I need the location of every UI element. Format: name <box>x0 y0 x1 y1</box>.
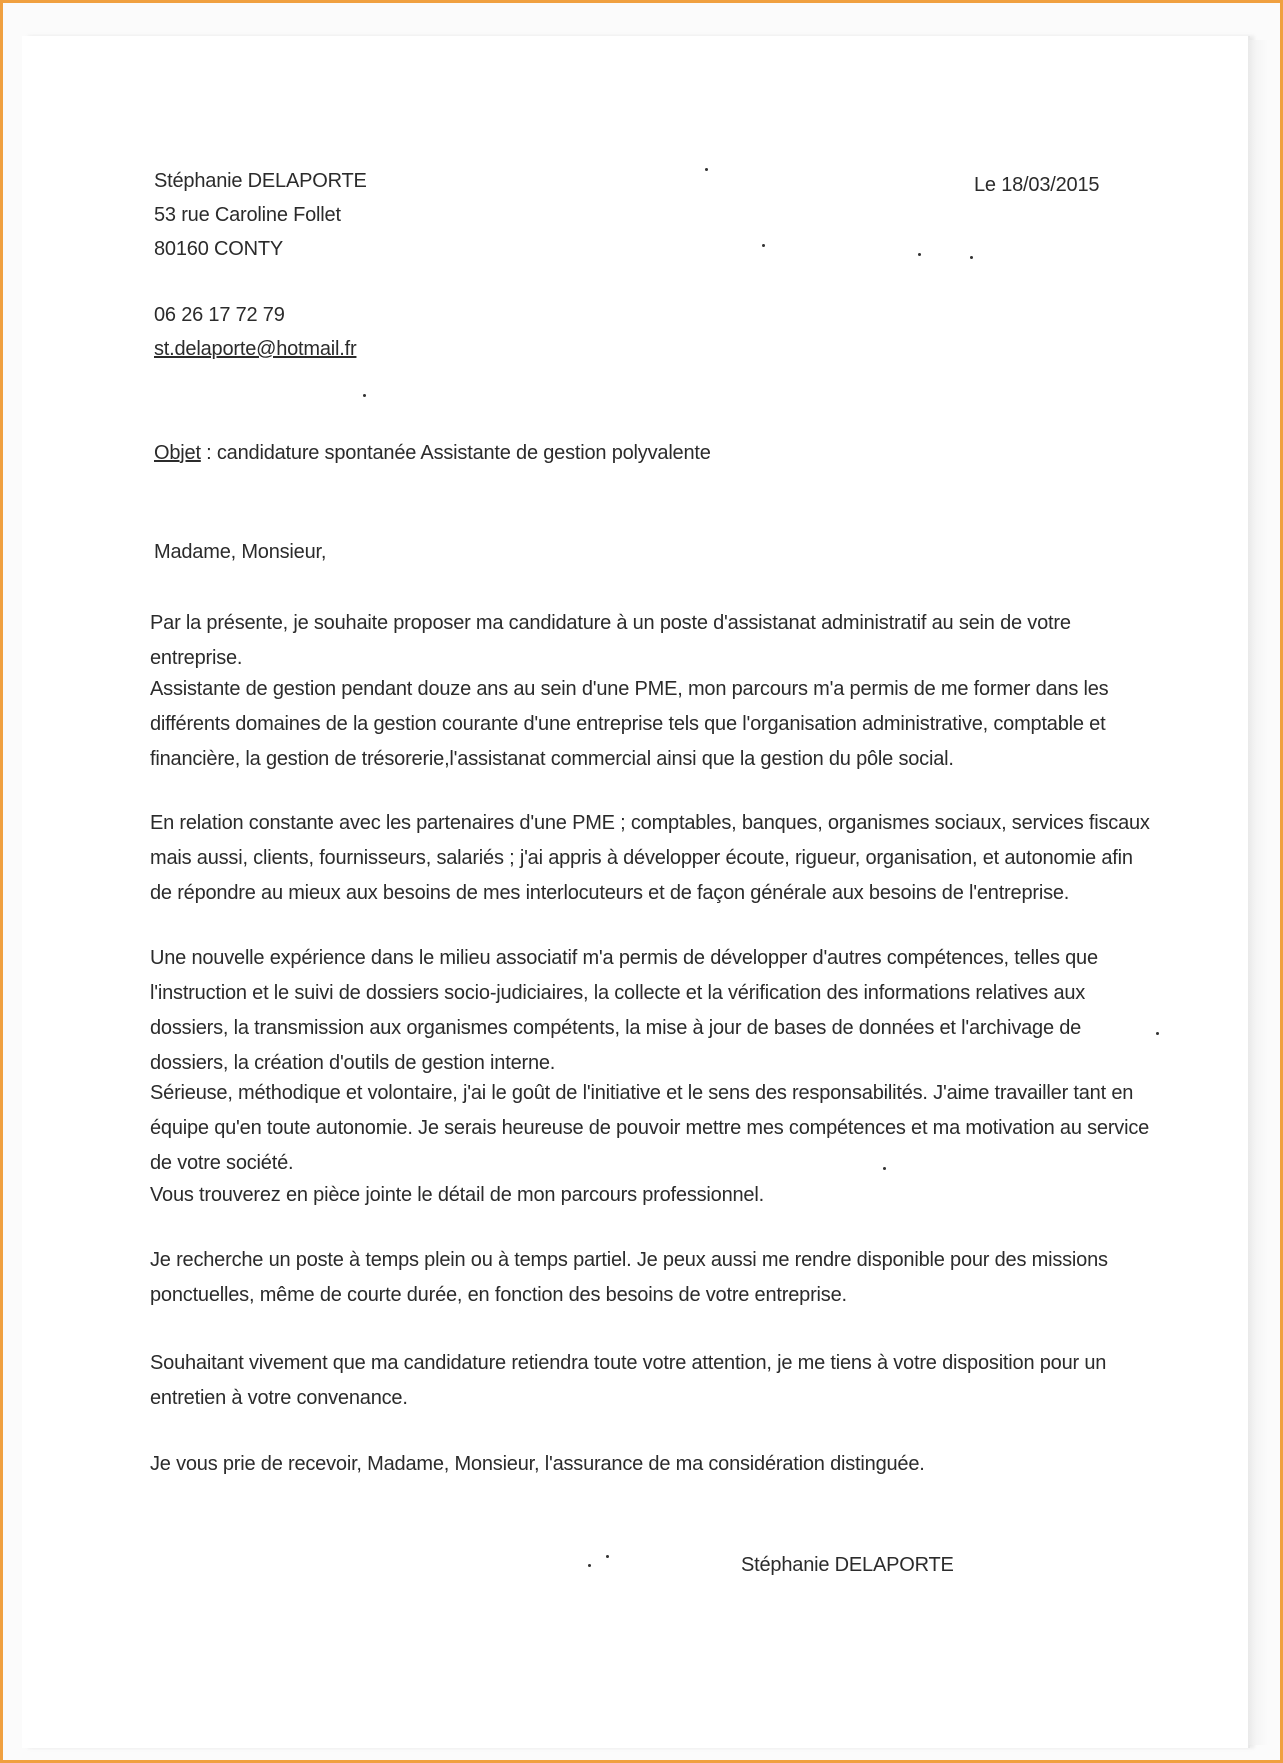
sender-street: 53 rue Caroline Follet <box>154 204 341 226</box>
paragraph <box>150 1076 1155 1181</box>
letter-date: Le 18/03/2015 <box>974 174 1100 196</box>
paragraph <box>150 672 1155 777</box>
sender-email: st.delaporte@hotmail.fr <box>154 338 357 360</box>
paragraph <box>150 1346 1155 1416</box>
sender-contact <box>154 298 356 366</box>
sender-name: Stéphanie DELAPORTE <box>154 170 367 192</box>
subject-label: Objet <box>154 442 201 464</box>
sender-address <box>154 164 367 266</box>
scan-speck <box>1156 1032 1159 1035</box>
signature: Stéphanie DELAPORTE <box>741 1554 954 1576</box>
subject-text: : candidature spontanée Assistante de gestion polyvalente <box>200 442 711 464</box>
scan-speck <box>588 1564 591 1567</box>
paragraph-text: Vous trouverez en pièce jointe le détail de mon parcours professionnel. <box>150 1184 764 1206</box>
paragraph-text: Sérieuse, méthodique et volontaire, j'ai le goût de l'initiative et le sens des responsabilités. J'aime travailler tant en équipe qu'en toute autonomie. Je serais heureuse de pouvoir mettre mes compétences et ma motivation au service de votre société. <box>150 1082 1150 1174</box>
paragraph-text: Je vous prie de recevoir, Madame, Monsieur, l'assurance de ma considération distinguée. <box>150 1453 925 1475</box>
paragraph <box>150 1178 1155 1213</box>
letter-subject <box>154 436 711 471</box>
paragraph <box>150 806 1155 911</box>
sender-city: 80160 CONTY <box>154 238 283 260</box>
paragraph <box>150 941 1155 1081</box>
paragraph-text: En relation constante avec les partenaires d'une PME ; comptables, banques, organismes sociaux, services fiscaux mais aussi, clients, fournisseurs, salariés ; j'ai appris à développer écoute, rigueur, organisation, et autonomie afin de répondre au mieux aux besoins de mes interlocuteurs et de façon générale aux besoins de l'entreprise. <box>150 812 1150 904</box>
paragraph <box>150 1243 1155 1313</box>
paragraph-text: Par la présente, je souhaite proposer ma candidature à un poste d'assistanat administratif au sein de votre entreprise. <box>150 612 1071 669</box>
paragraph-text: Je recherche un poste à temps plein ou à temps partiel. Je peux aussi me rendre disponible pour des missions ponctuelles, même de courte durée, en fonction des besoins de votre entreprise. <box>150 1249 1108 1306</box>
scan-speck <box>883 1167 886 1170</box>
scan-speck <box>705 168 708 171</box>
scan-speck <box>918 253 921 256</box>
scan-speck <box>606 1555 609 1558</box>
scan-speck <box>970 256 973 259</box>
scan-speck <box>363 394 366 397</box>
paper-edge <box>1248 40 1268 1745</box>
scan-speck <box>762 244 765 247</box>
paragraph <box>150 606 1155 676</box>
paragraph-text: Souhaitant vivement que ma candidature retiendra toute votre attention, je me tiens à votre disposition pour un entretien à votre convenance. <box>150 1352 1107 1409</box>
sender-phone: 06 26 17 72 79 <box>154 304 285 326</box>
salutation: Madame, Monsieur, <box>154 541 327 563</box>
paragraph-text: Assistante de gestion pendant douze ans au sein d'une PME, mon parcours m'a permis de me former dans les différents domaines de la gestion courante d'une entreprise tels que l'organisation administrative, comptable et financière, la gestion de trésorerie,l'assistanat commercial ainsi que la gestion du pôle social. <box>150 678 1109 770</box>
paragraph-text: Une nouvelle expérience dans le milieu associatif m'a permis de développer d'autres compétences, telles que l'instruction et le suivi de dossiers socio-judiciaires, la collecte et la vérification des informations relatives aux dossiers, la transmission aux organismes compétents, la mise à jour de bases de données et l'archivage de dossiers, la création d'outils de gestion interne. <box>150 947 1098 1074</box>
paragraph <box>150 1447 1155 1482</box>
